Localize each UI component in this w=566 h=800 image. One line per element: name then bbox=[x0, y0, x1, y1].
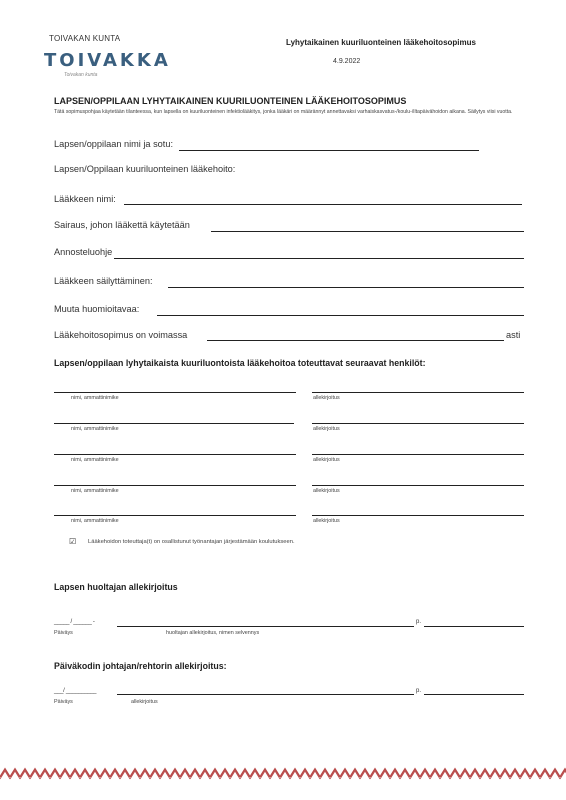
director-date-label: Päiväys bbox=[54, 699, 73, 705]
performer-signature-caption: allekirjoitus bbox=[313, 488, 340, 494]
performer-name-caption: nimi, ammattinimike bbox=[71, 518, 119, 524]
field-label-valid: Lääkehoitosopimus on voimassa bbox=[54, 330, 188, 340]
guardian-phone-line[interactable] bbox=[424, 626, 524, 627]
field-label-medicine-name: Lääkkeen nimi: bbox=[54, 194, 116, 204]
logo-text: TOIVAKKA bbox=[44, 50, 171, 71]
performer-signature-line[interactable] bbox=[312, 485, 524, 486]
director-phone-prefix: p. bbox=[416, 688, 422, 694]
performer-name-line[interactable] bbox=[54, 423, 294, 424]
performers-heading: Lapsen/oppilaan lyhytaikaista kuuriluontoista lääkehoitoa toteuttavat seuraavat henkilöt: bbox=[54, 358, 426, 368]
logo-subtext: Toivakan kunta bbox=[64, 72, 98, 78]
performer-signature-line[interactable] bbox=[312, 515, 524, 516]
performer-signature-line[interactable] bbox=[312, 423, 524, 424]
dosage-input-line[interactable] bbox=[114, 258, 524, 259]
director-phone-line[interactable] bbox=[424, 694, 524, 695]
toivakka-logo bbox=[44, 50, 171, 84]
performer-name-caption: nimi, ammattinimike bbox=[71, 457, 119, 463]
form-heading: LAPSEN/OPPILAAN LYHYTAIKAINEN KUURILUONTEINEN LÄÄKEHOITOSOPIMUS bbox=[54, 96, 407, 106]
storage-input-line[interactable] bbox=[168, 287, 524, 288]
footer-pattern bbox=[0, 766, 566, 780]
guardian-date-mask[interactable]: _____ / ______ - bbox=[54, 619, 95, 625]
field-label-treatment: Lapsen/Oppilaan kuuriluonteinen lääkehoito: bbox=[54, 164, 236, 174]
field-label-valid-suffix: asti bbox=[506, 330, 521, 340]
performer-signature-caption: allekirjoitus bbox=[313, 518, 340, 524]
field-label-disease: Sairaus, johon lääkettä käytetään bbox=[54, 220, 190, 230]
field-label-other: Muuta huomioitavaa: bbox=[54, 304, 140, 314]
director-signature-line[interactable] bbox=[117, 694, 414, 695]
field-label-child-name: Lapsen/oppilaan nimi ja sotu: bbox=[54, 139, 174, 149]
performer-signature-caption: allekirjoitus bbox=[313, 457, 340, 463]
field-label-storage: Lääkkeen säilyttäminen: bbox=[54, 276, 153, 286]
performer-signature-caption: allekirjoitus bbox=[313, 395, 340, 401]
document-date: 4.9.2022 bbox=[333, 58, 361, 65]
director-signature-label: allekirjoitus bbox=[131, 699, 158, 705]
organization-name: TOIVAKAN KUNTA bbox=[49, 34, 121, 43]
performer-name-line[interactable] bbox=[54, 454, 296, 455]
performer-name-line[interactable] bbox=[54, 515, 296, 516]
form-intro: Tätä sopimuspohjaa käytetään tilanteessa, kun lapsella on kuuriluonteinen infektiolääkitys, jonka lääkäri on määrännyt annettavaksi varhaiskasvatus-/koulu-/iltapäivähoidon aikana. Säilytys viisi vuotta. bbox=[54, 109, 513, 115]
performer-signature-line[interactable] bbox=[312, 454, 524, 455]
performer-name-caption: nimi, ammattinimike bbox=[71, 395, 119, 401]
other-input-line[interactable] bbox=[157, 315, 524, 316]
performer-name-caption: nimi, ammattinimike bbox=[71, 488, 119, 494]
guardian-date-label: Päiväys bbox=[54, 630, 73, 636]
disease-input-line[interactable] bbox=[211, 231, 524, 232]
valid-until-input-line[interactable] bbox=[207, 340, 504, 341]
field-label-dosage: Annosteluohje bbox=[54, 247, 113, 257]
director-date-mask[interactable]: ___/ __________ bbox=[54, 688, 97, 694]
guardian-signature-label: huoltajan allekirjoitus, nimen selvennys bbox=[166, 630, 260, 636]
guardian-heading: Lapsen huoltajan allekirjoitus bbox=[54, 582, 178, 592]
performer-name-line[interactable] bbox=[54, 485, 296, 486]
document-title: Lyhytaikainen kuuriluonteinen lääkehoitosopimus bbox=[286, 38, 476, 47]
performer-signature-caption: allekirjoitus bbox=[313, 426, 340, 432]
training-text: Lääkehoidon toteuttaja(t) on osallistunut työnantajan järjestämään koulutukseen. bbox=[88, 539, 295, 545]
performer-name-caption: nimi, ammattinimike bbox=[71, 426, 119, 432]
child-name-input-line[interactable] bbox=[179, 150, 479, 151]
medicine-name-input-line[interactable] bbox=[124, 204, 522, 205]
training-checkbox[interactable]: ☑ bbox=[69, 537, 77, 546]
guardian-phone-prefix: p. bbox=[416, 619, 422, 625]
guardian-signature-line[interactable] bbox=[117, 626, 414, 627]
performer-name-line[interactable] bbox=[54, 392, 296, 393]
performer-signature-line[interactable] bbox=[312, 392, 524, 393]
director-heading: Päiväkodin johtajan/rehtorin allekirjoitus: bbox=[54, 661, 227, 671]
